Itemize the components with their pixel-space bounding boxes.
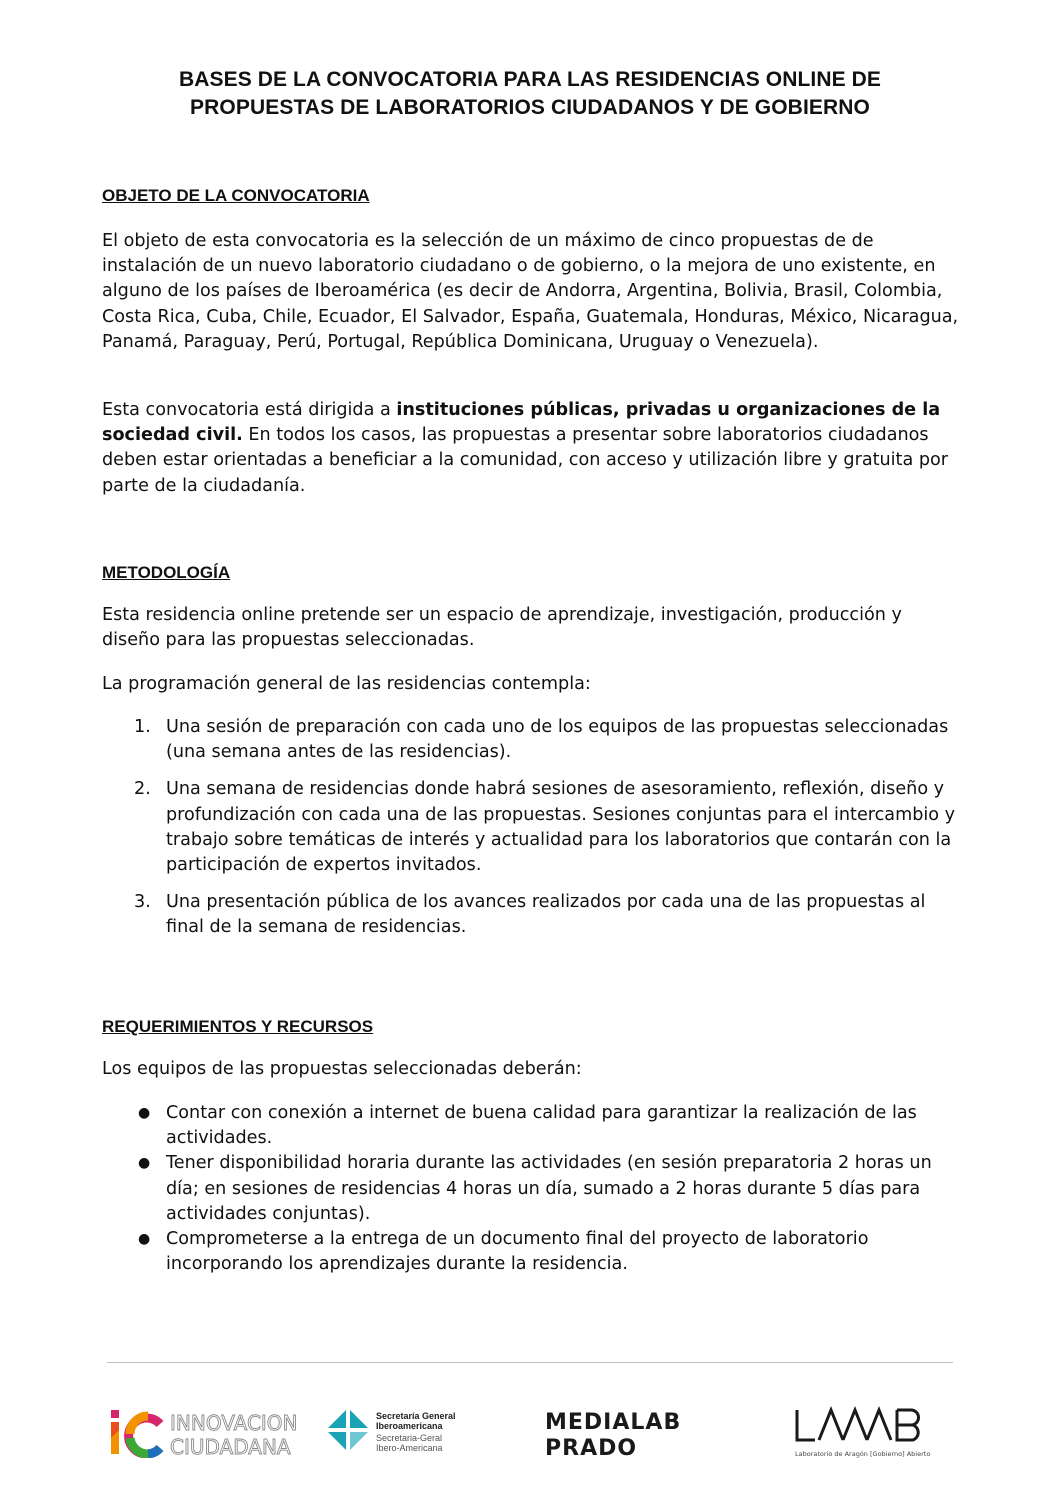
paragraph-objeto-2 xyxy=(102,398,962,499)
laaab-logo-image xyxy=(795,1406,945,1462)
list-number: 1. xyxy=(134,717,151,737)
svg-text:INNOVACION: INNOVACION xyxy=(170,1411,298,1435)
requerimientos-list xyxy=(102,1101,962,1277)
heading-metodologia: METODOLOGÍA xyxy=(102,563,231,582)
innovacion-ciudadana-logo-image xyxy=(108,1408,318,1458)
list-item-text: Tener disponibilidad horaria durante las actividades (en sesión preparatoria 2 horas un día; en sesiones de residencias 4 horas un día, sumado a 2 horas durante 5 días para actividades conjuntas). xyxy=(166,1153,932,1224)
objeto-2-bold: instituciones públicas, privadas u organizaciones de la sociedad civil. xyxy=(102,400,941,446)
heading-objeto: OBJETO DE LA CONVOCATORIA xyxy=(102,186,370,205)
paragraph-metodologia-2: La programación general de las residencias contempla: xyxy=(102,674,591,694)
bullet-icon: ● xyxy=(138,1105,151,1121)
svg-text:MEDIALAB: MEDIALAB xyxy=(545,1410,682,1435)
laaab-logo xyxy=(795,1406,945,1462)
document-title xyxy=(102,66,958,122)
innovacion-ciudadana-logo xyxy=(108,1408,318,1458)
list-number: 3. xyxy=(134,892,151,913)
svg-text:Laboratorio de Aragón [Gobiern: Laboratorio de Aragón [Gobierno] Abierto xyxy=(795,1450,931,1458)
metodologia-list xyxy=(102,715,962,953)
medialab-prado-logo-image xyxy=(545,1408,705,1460)
bullet-icon: ● xyxy=(138,1231,151,1248)
list-item-text: Una semana de residencias donde habrá sesiones de asesoramiento, reflexión, diseño y profundización con cada una de las propuestas. Sesiones conjuntas para el intercambio y trabajo sobre temáticas de interés y actualidad para los laboratorios que contarán con la participación de expertos invitados. xyxy=(166,779,956,876)
segib-logo-image xyxy=(328,1410,458,1458)
list-item xyxy=(102,715,962,765)
list-item-text: Una sesión de preparación con cada uno de los equipos de las propuestas seleccionadas (una semana antes de las residencias). xyxy=(166,717,949,763)
list-item-text: Una presentación pública de los avances realizados por cada una de las propuestas al final de la semana de residencias. xyxy=(166,892,926,938)
list-item xyxy=(102,777,962,878)
svg-text:PRADO: PRADO xyxy=(545,1436,638,1460)
medialab-prado-logo xyxy=(545,1408,705,1460)
paragraph-objeto-1: El objeto de esta convocatoria es la selección de un máximo de cinco propuestas de de instalación de un nuevo laboratorio ciudadano o de gobierno, o la mejora de uno existente, en alguno de los países de Iberoamérica (es decir de Andorra, Argentina, Bolivia, Brasil, Colombia, Costa Rica, Cuba, Chile, Ecuador, El Salvador, España, Guatemala, Honduras, México, Nicaragua, Panamá, Paraguay, Perú, Portugal, República Dominicana, Uruguay o Venezuela). xyxy=(102,231,959,352)
footer-divider xyxy=(107,1362,953,1363)
title-line-2: PROPUESTAS DE LABORATORIOS CIUDADANOS Y DE GOBIERNO xyxy=(190,96,870,119)
svg-text:Secretaría General: Secretaría General xyxy=(376,1411,456,1421)
list-item xyxy=(102,1227,962,1277)
footer-logos xyxy=(0,1400,1060,1460)
svg-text:Secretaria-Geral: Secretaria-Geral xyxy=(376,1433,443,1443)
svg-text:Ibero-Americana: Ibero-Americana xyxy=(376,1443,443,1453)
objeto-2-lead: Esta convocatoria está dirigida a xyxy=(102,400,397,420)
heading-requerimientos: REQUERIMIENTOS Y RECURSOS xyxy=(102,1017,374,1036)
list-item xyxy=(102,890,962,940)
list-item-text: Contar con conexión a internet de buena calidad para garantizar la realización de las actividades. xyxy=(166,1103,917,1149)
paragraph-metodologia-1: Esta residencia online pretende ser un espacio de aprendizaje, investigación, producción y diseño para las propuestas seleccionadas. xyxy=(102,605,902,651)
bullet-icon: ● xyxy=(138,1155,151,1172)
paragraph-requerimientos-1: Los equipos de las propuestas seleccionadas deberán: xyxy=(102,1059,582,1079)
list-item xyxy=(102,1151,962,1227)
list-number: 2. xyxy=(134,779,151,800)
svg-text:Iberoamericana: Iberoamericana xyxy=(376,1421,443,1431)
list-item-text: Comprometerse a la entrega de un documento final del proyecto de laboratorio incorporando los aprendizajes durante la residencia. xyxy=(166,1229,869,1275)
segib-logo xyxy=(328,1410,458,1458)
objeto-2-rest: En todos los casos, las propuestas a presentar sobre laboratorios ciudadanos deben estar orientadas a beneficiar a la comunidad, con acceso y utilización libre y gratuita por parte de la ciudadanía. xyxy=(102,425,948,496)
list-item xyxy=(102,1101,962,1151)
title-line-1: BASES DE LA CONVOCATORIA PARA LAS RESIDENCIAS ONLINE DE xyxy=(178,68,882,91)
svg-text:CIUDADANA: CIUDADANA xyxy=(170,1435,291,1458)
